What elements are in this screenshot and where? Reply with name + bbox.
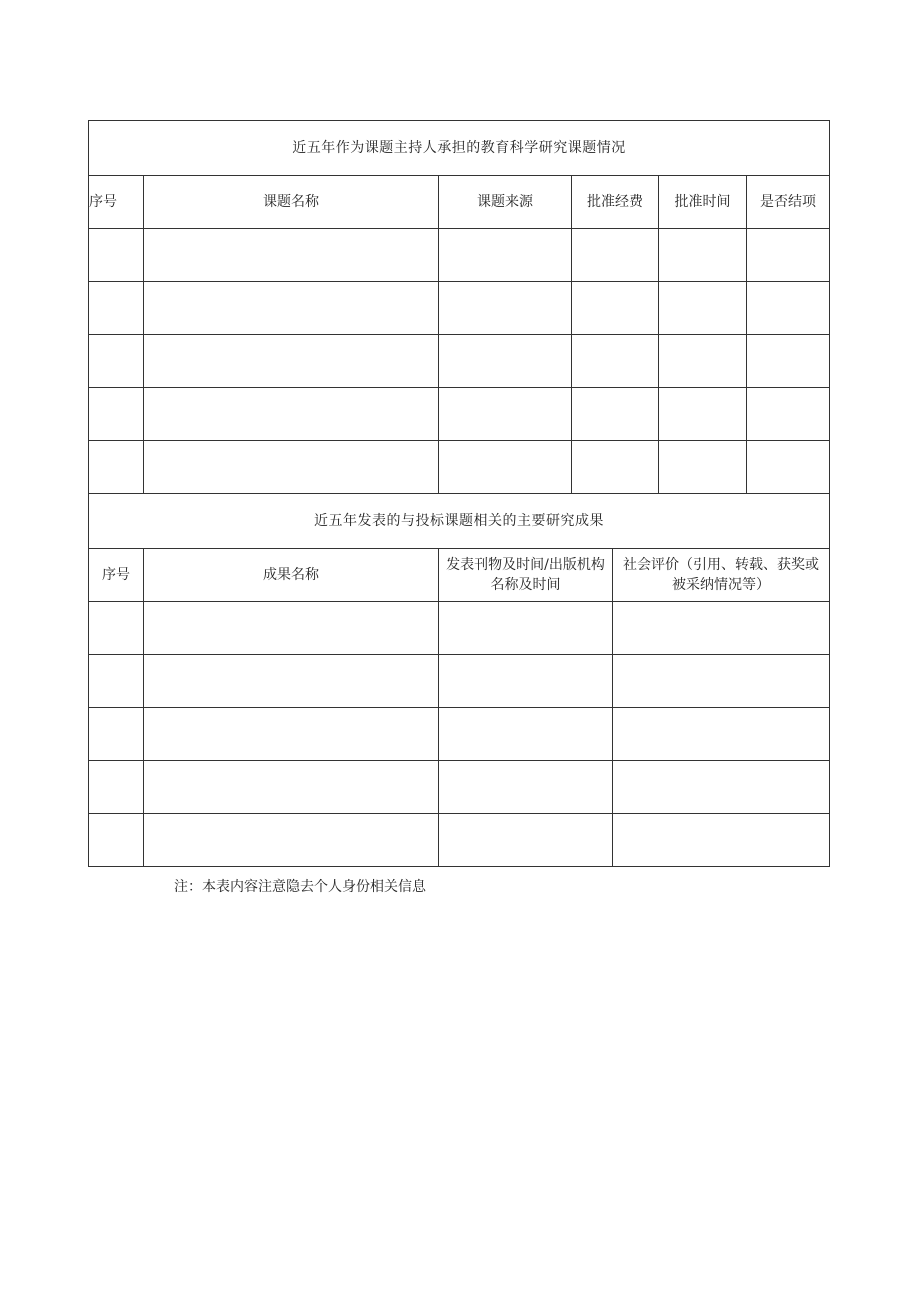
cell-seq[interactable] <box>89 814 144 867</box>
cell-seq[interactable] <box>89 655 144 708</box>
section1-title-row <box>89 121 830 176</box>
cell-approved-funding[interactable] <box>572 282 659 335</box>
section2-title: 近五年发表的与投标课题相关的主要研究成果 <box>89 494 830 549</box>
cell-publication[interactable] <box>439 708 613 761</box>
cell-project-name[interactable] <box>144 441 439 494</box>
cell-seq[interactable] <box>89 602 144 655</box>
section2-header-row <box>89 549 830 602</box>
cell-publication[interactable] <box>439 814 613 867</box>
table-row <box>89 335 830 388</box>
cell-approved-funding[interactable] <box>572 441 659 494</box>
cell-approved-time[interactable] <box>659 229 747 282</box>
cell-approved-time[interactable] <box>659 441 747 494</box>
cell-social-evaluation[interactable] <box>613 655 830 708</box>
cell-project-source[interactable] <box>439 282 572 335</box>
cell-completed[interactable] <box>747 335 830 388</box>
cell-project-name[interactable] <box>144 388 439 441</box>
table-row <box>89 655 830 708</box>
cell-approved-time[interactable] <box>659 388 747 441</box>
cell-seq[interactable] <box>89 441 144 494</box>
cell-social-evaluation[interactable] <box>613 708 830 761</box>
cell-seq[interactable] <box>89 761 144 814</box>
cell-project-name[interactable] <box>144 335 439 388</box>
header-approved-time: 批准时间 <box>659 176 747 229</box>
form-sheet <box>88 120 829 867</box>
header-approved-funding: 批准经费 <box>572 176 659 229</box>
section1-title: 近五年作为课题主持人承担的教育科学研究课题情况 <box>89 121 830 176</box>
table-row <box>89 708 830 761</box>
header-achievement-name: 成果名称 <box>144 549 439 602</box>
footnote: 注：本表内容注意隐去个人身份相关信息 <box>174 879 426 895</box>
cell-approved-funding[interactable] <box>572 229 659 282</box>
cell-completed[interactable] <box>747 229 830 282</box>
section1-header-row <box>89 176 830 229</box>
cell-seq[interactable] <box>89 229 144 282</box>
cell-approved-time[interactable] <box>659 335 747 388</box>
cell-achievement-name[interactable] <box>144 814 439 867</box>
header-project-name: 课题名称 <box>144 176 439 229</box>
cell-project-source[interactable] <box>439 441 572 494</box>
table-row <box>89 282 830 335</box>
cell-completed[interactable] <box>747 282 830 335</box>
cell-completed[interactable] <box>747 388 830 441</box>
table-row <box>89 388 830 441</box>
cell-publication[interactable] <box>439 602 613 655</box>
cell-achievement-name[interactable] <box>144 761 439 814</box>
cell-seq[interactable] <box>89 708 144 761</box>
section2-title-row <box>89 494 830 549</box>
cell-approved-time[interactable] <box>659 282 747 335</box>
header-completed: 是否结项 <box>747 176 830 229</box>
table-row <box>89 602 830 655</box>
cell-approved-funding[interactable] <box>572 335 659 388</box>
cell-seq[interactable] <box>89 282 144 335</box>
cell-publication[interactable] <box>439 655 613 708</box>
cell-publication[interactable] <box>439 761 613 814</box>
header-seq: 序号 <box>89 176 144 229</box>
table-row <box>89 441 830 494</box>
header-publication: 发表刊物及时间/出版机构名称及时间 <box>439 549 613 602</box>
cell-achievement-name[interactable] <box>144 708 439 761</box>
cell-project-source[interactable] <box>439 335 572 388</box>
table-row <box>89 229 830 282</box>
table-row <box>89 814 830 867</box>
cell-social-evaluation[interactable] <box>613 761 830 814</box>
cell-social-evaluation[interactable] <box>613 602 830 655</box>
header-project-source: 课题来源 <box>439 176 572 229</box>
cell-social-evaluation[interactable] <box>613 814 830 867</box>
cell-project-name[interactable] <box>144 229 439 282</box>
cell-project-source[interactable] <box>439 229 572 282</box>
cell-approved-funding[interactable] <box>572 388 659 441</box>
table-row <box>89 761 830 814</box>
header-seq: 序号 <box>89 549 144 602</box>
cell-achievement-name[interactable] <box>144 602 439 655</box>
cell-achievement-name[interactable] <box>144 655 439 708</box>
cell-seq[interactable] <box>89 388 144 441</box>
cell-seq[interactable] <box>89 335 144 388</box>
header-social-evaluation: 社会评价（引用、转载、获奖或被采纳情况等） <box>613 549 830 602</box>
cell-completed[interactable] <box>747 441 830 494</box>
cell-project-source[interactable] <box>439 388 572 441</box>
cell-project-name[interactable] <box>144 282 439 335</box>
research-form-table <box>88 120 830 867</box>
